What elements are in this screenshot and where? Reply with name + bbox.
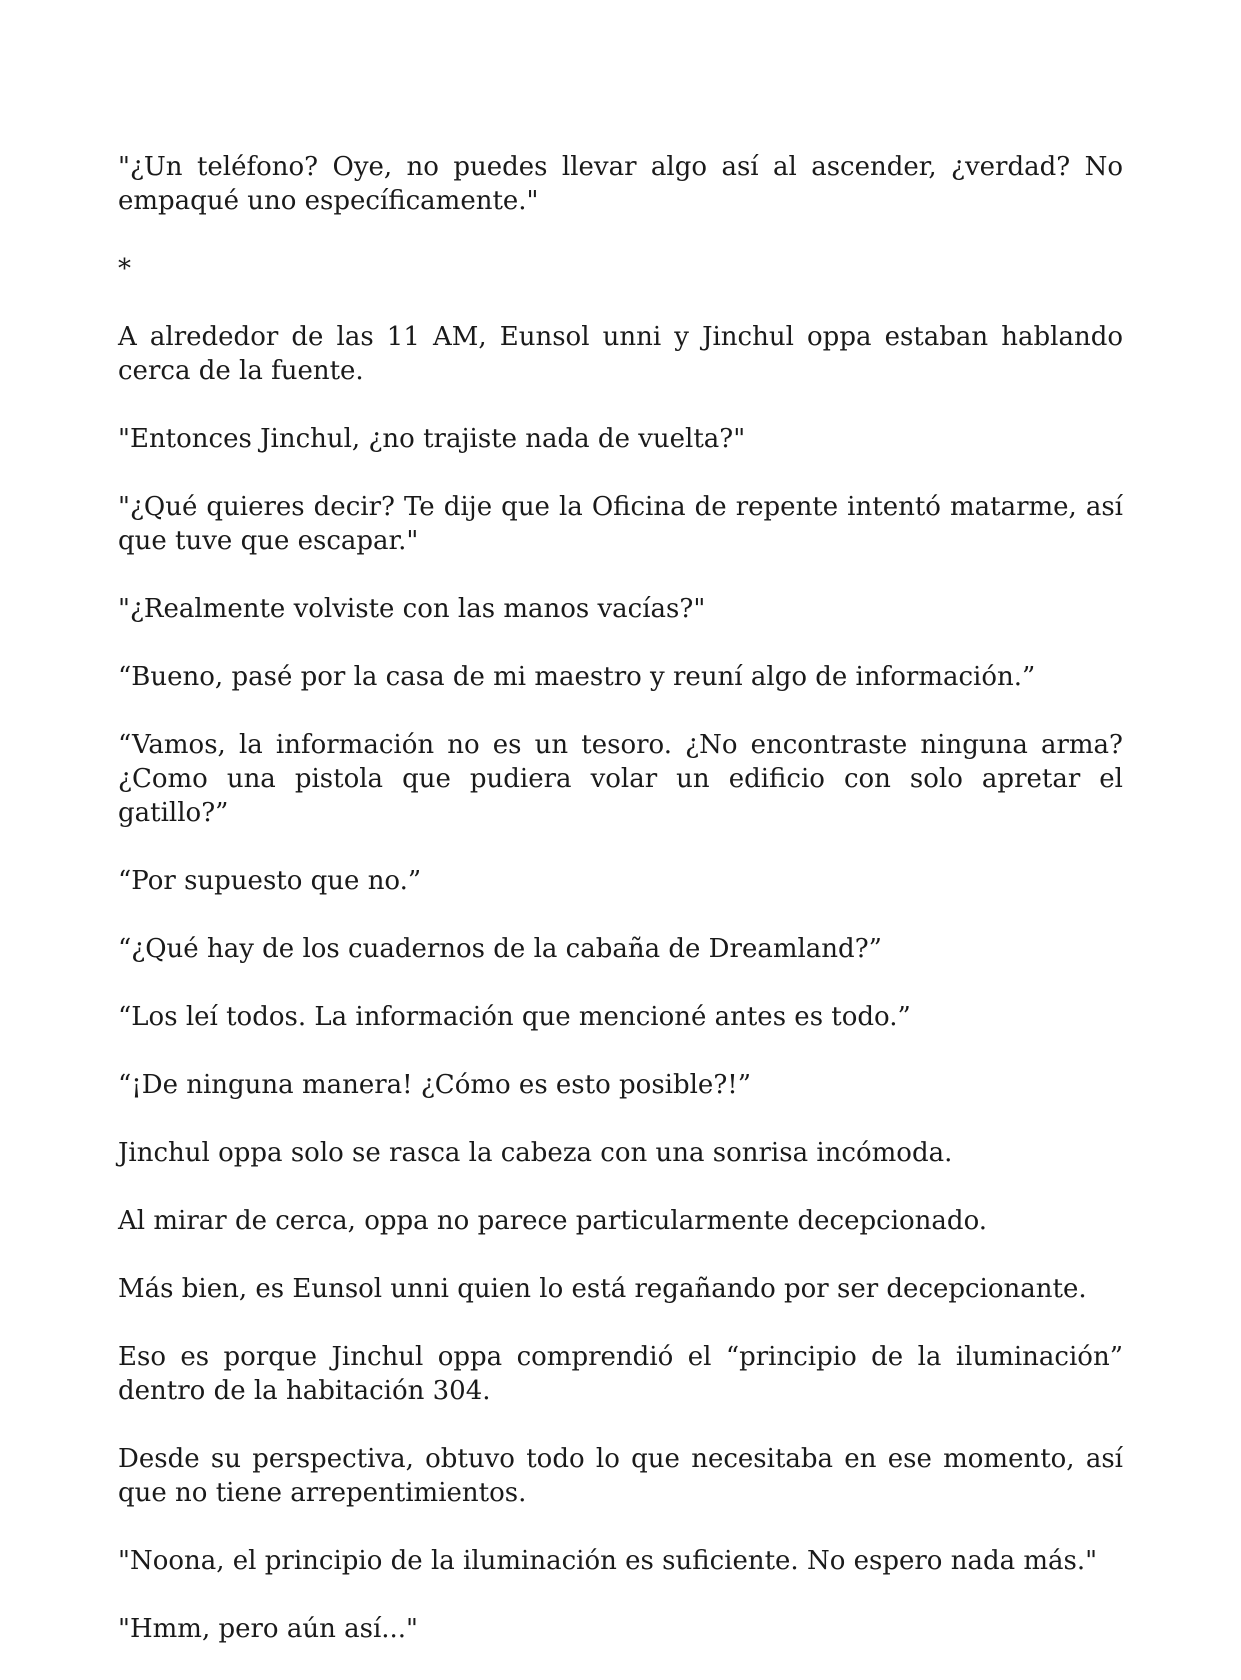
paragraph: Jinchul oppa solo se rasca la cabeza con una sonrisa incómoda.: [118, 1138, 953, 1168]
paragraph: "Entonces Jinchul, ¿no trajiste nada de vuelta?": [118, 424, 746, 454]
paragraph: A alrededor de las 11 AM, Eunsol unni y Jinchul oppa estaban hablando cerca de la fuente.: [118, 322, 1123, 386]
paragraph: "Hmm, pero aún así...": [118, 1614, 419, 1644]
paragraph: “Por supuesto que no.”: [118, 866, 422, 896]
paragraph: “¿Qué hay de los cuadernos de la cabaña de Dreamland?”: [118, 934, 882, 964]
scene-break: *: [118, 254, 131, 284]
paragraph: "¿Realmente volviste con las manos vacías?": [118, 594, 706, 624]
paragraph: "¿Qué quieres decir? Te dije que la Oficina de repente intentó matarme, así que tuve que escapar.": [118, 492, 1123, 556]
paragraph: “Los leí todos. La información que mencioné antes es todo.”: [118, 1002, 911, 1032]
paragraph: Eso es porque Jinchul oppa comprendió el “principio de la iluminación” dentro de la habitación 304.: [118, 1342, 1123, 1406]
paragraph: “¡De ninguna manera! ¿Cómo es esto posible?!”: [118, 1070, 752, 1100]
paragraph: “Bueno, pasé por la casa de mi maestro y reuní algo de información.”: [118, 662, 1036, 692]
document-body: [118, 150, 1123, 1680]
paragraph: Desde su perspectiva, obtuvo todo lo que necesitaba en ese momento, así que no tiene arrepentimientos.: [118, 1444, 1123, 1508]
paragraph: “Vamos, la información no es un tesoro. ¿No encontraste ninguna arma? ¿Como una pistola que pudiera volar un edificio con solo apretar el gatillo?”: [118, 730, 1123, 828]
paragraph: Más bien, es Eunsol unni quien lo está regañando por ser decepcionante.: [118, 1274, 1087, 1304]
paragraph: "Noona, el principio de la iluminación es suficiente. No espero nada más.": [118, 1546, 1098, 1576]
paragraph: Al mirar de cerca, oppa no parece particularmente decepcionado.: [118, 1206, 988, 1236]
paragraph: "¿Un teléfono? Oye, no puedes llevar algo así al ascender, ¿verdad? No empaqué uno específicamente.": [118, 152, 1123, 216]
